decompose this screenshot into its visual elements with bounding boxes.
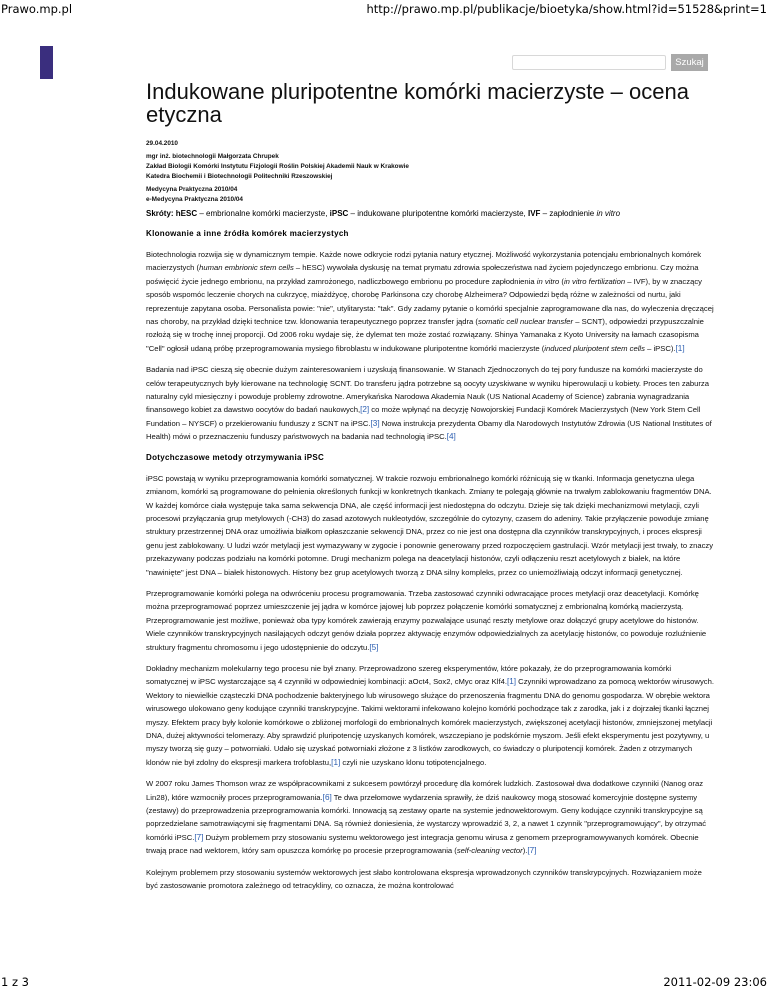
paragraph: W 2007 roku James Thomson wraz ze współpracownikami z sukcesem powtórzył procedurę dla komórek ludzkich. Zastosował dwa dodatkowe czynniki (Nanog oraz Lin28), które wzmocniły proces przeprogramowania.[6] Te dwa przełomowe wydarzenia sprawiły, że dziś naukowcy mogą stosować komercyjnie dostępne systemy (zestawy) do przeprowadzenia przeprogramowania komórki. Innowacją są zestawy oparte na systemie jednowektorowym. Geny kodujące czynniki transkrypcyjne są poprzedzielane samotrawiącymi się fragmentami DNA. Są również doniesienia, że wystarczy wprowadzić 3, 2, a nawet 1 czynnik "przeprogramowujący", by otrzymać komórki iPSC.[7] Dużym problemem przy stosowaniu systemu wektorowego jest integracja genomu wirusa z genomem przeprogramowywanych komórek. Obecnie trwają prace nad wektorem, który sam opuszcza komórkę po procesie przeprogramowania (self-cleaning vector).[7] xyxy=(146,779,707,856)
article-title: Indukowane pluripotentne komórki macierzyste – ocena etyczna xyxy=(146,79,689,127)
section-heading: Klonowanie a inne źródła komórek macierzystych xyxy=(146,229,349,238)
abbrev-term: hESC xyxy=(175,209,198,218)
abbreviations xyxy=(146,208,714,220)
reference-link[interactable]: [4] xyxy=(446,432,456,442)
reference-link[interactable]: [6] xyxy=(322,792,332,802)
source-online: e-Medycyna Praktyczna 2010/04 xyxy=(146,196,243,203)
author-affiliation-2: Katedra Biochemii i Biotechnologii Politechniki Rzeszowskiej xyxy=(146,173,333,180)
reference-link[interactable]: [3] xyxy=(370,418,380,428)
reference-link[interactable]: [1] xyxy=(331,757,341,767)
paragraph: Badania nad iPSC cieszą się obecnie dużym zainteresowaniem i uzyskują finansowanie. W Stanach Zjednoczonych do tej pory fundusze na komórki macierzyste do celów terapeutycznych były kierowane na technologię SCNT. Do transferu jądra potrzebne są oocyty uzyskiwane w wyniku hiperowulacji u kobiety. Proces ten zaburza naturalny cykl miesięczny i powoduje problemy zdrowotne. Amerykańska Narodowa Akademia Nauk (US National Academy of Science) zabrania wynagradzania finansowego kobiet za dawstwo oocytów do badań naukowych,[2] co może wpłynąć na decyzję Nowojorskiej Fundacji Komórek Macierzystych (New York Stem Cell Fundation – NYSCF) o przekierowaniu funduszy z SCNT na iPSC.[3] Nowa instrukcja prezydenta Obamy dla Narodowych Instytutów Zdrowia (US National Institutes of Health) mówi o przeznaczeniu funduszy państwowych na badania nad technologią iPSC.[4] xyxy=(146,365,712,442)
search-button[interactable]: Szukaj xyxy=(671,54,708,71)
reference-link[interactable]: [5] xyxy=(369,642,379,652)
reference-link[interactable]: [1] xyxy=(506,677,517,687)
reference-link[interactable]: [2] xyxy=(360,405,370,415)
source-print: Medycyna Praktyczna 2010/04 xyxy=(146,186,238,193)
paragraph: Kolejnym problemem przy stosowaniu systemów wektorowych jest słabo kontrolowana ekspresja wprowadzonych czynników transkrypcyjnych. Rozwiązaniem może być zastosowanie promotora zależnego od tetracykliny, co oznacza, że można kontrolować xyxy=(146,867,702,891)
print-datetime: 2011-02-09 23:06 xyxy=(663,975,767,989)
abbrev-definition: – zapłodnienie xyxy=(540,209,597,218)
section-heading: Dotychczasowe metody otrzymywania iPSC xyxy=(146,452,325,462)
page-counter: 1 z 3 xyxy=(1,975,29,989)
paragraph: iPSC powstają w wyniku przeprogramowania komórki somatycznej. W trakcie rozwoju embrionalnego komórki różnicują się w tkanki. Informacja genetyczna ulega zmianom, komórki są programowane do pełnienia określonych funkcji w konkretnych tkankach. Zmiany te polegają głównie na trwałym zablokowaniu fragmentów DNA. W każdej komórce ciała występuje taka sama sekwencja DNA, ale część informacji jest niedostępna do odczytu. Dzieje się tak dzięki mechanizmowi metylacji, czyli procesowi przyłączania grup metylowych (-CH3) do zasad azotowych nukleotydów, szczególnie do cytozyny, czasem do adeniny. Takie przyłączenie powoduje zmianę struktury przestrzennej DNA oraz umożliwia białkom opłaszczanie sekwencji DNA, przez co nie jest ona dostępna dla czynników transkrypcyjnych, i proces ekspresji genu jest zablokowany. U ludzi wzór metylacji jest wymazywany w zygocie i ponownie generowany przed rozpoczęciem gastrulacji. Wzór metylacji jest trwały, to znaczy przekazywany podczas podziału na komórki potomne. Drugi mechanizm polega na deacetylacji histonów, czyli odłączeniu reszt acetylowych z białek, na które "nawinięte" jest DNA – białek histonowych. Histony bez grup acetylowych tworzą z DNA silny kompleks, przez co uniemożliwiają odczyt informacji genetycznej. xyxy=(146,473,714,577)
browser-url[interactable]: http://prawo.mp.pl/publikacje/bioetyka/show.html?id=51528&print=1 xyxy=(366,2,767,16)
abbrev-definition: in vitro xyxy=(596,209,621,218)
reference-link[interactable]: [1] xyxy=(675,343,685,353)
paragraph: Dokładny mechanizm molekularny tego procesu nie był znany. Przeprowadzono szereg eksperymentów, które pokazały, że do przeprogramowania komórki somatycznej w iPSC wystarczające są 4 czynniki w odpowiedniej kombinacji: aOct4, Sox2, cMyc oraz Klf4.[1] Czynniki wprowadzano za pomocą wektorów wirusowych. Wektory to niewielkie cząsteczki DNA pochodzenie bakteryjnego lub wirusowego służące do przenoszenia fragmentu DNA do genomu gospodarza. W obrębie wektora wirusowego ulokowano geny kodujące czynniki transkrypcyjne. Takimi wektorami infekowano kolejno komórki pochodzące tak z zarodka, jak i z dojrzałej tkanki łącznej myszy. Efektem pracy były kolonie komórkowe o zbliżonej morfologii do embrionalnych komórek macierzystych, zwiększonej acetylacji histonów, zmniejszonej metylacji DNA, dużej aktywności telomerazy. Aby sprawdzić pluripotencję uzyskanych komórek, wszczepiano je podskórnie myszom. Jeśli efekt eksperymentu jest pozytywny, u myszy tworzą się guzy – potworniaki. Udało się uzyskać potworniaki złożone z 3 listków zarodkowych, co świadczy o pluripotencji komórek. Żaden z otrzymanych klonów nie był zdolny do ekspresji markera trofoblastu,[1] czyli nie uzyskano klonu totipotencjalnego. xyxy=(146,663,714,767)
abbrev-definition: – indukowane pluripotentne komórki macierzyste, xyxy=(348,209,528,218)
abbreviations-label: Skróty: xyxy=(146,209,174,218)
reference-link[interactable]: [7] xyxy=(194,832,204,842)
abbrev-term: iPSC xyxy=(329,209,349,218)
paragraph: Przeprogramowanie komórki polega na odwróceniu procesu programowania. Trzeba zastosować czynniki odwracające proces metylacji oraz deacetylacji. Komórkę można przeprogramować poprzez umieszczenie jej jądra w komórce jajowej lub poprzez połączenie komórki somatycznej z embrionalną komórką macierzystą. Przeprogramowanie jest możliwe, ponieważ oba typy komórek zawierają enzymy pozwalające usunąć reszty metylowe oraz dołączyć grupy acetylowe do histonów. Wiele czynników transkrypcyjnych nasilających odczyt genów działa poprzez aktywację enzymów odpowiedzialnych za acetylację histonów, co powoduje rozluźnienie struktury fragmentu chromosomu i jego udostępnienie do odczytu.[5] xyxy=(146,588,707,652)
reference-link[interactable]: [7] xyxy=(527,846,537,856)
site-logo[interactable] xyxy=(40,46,53,79)
author-name: mgr inż. biotechnologii Małgorzata Chrupek xyxy=(146,153,279,160)
search-input[interactable] xyxy=(512,55,666,70)
article xyxy=(146,80,714,900)
paragraph: Biotechnologia rozwija się w dynamicznym tempie. Każde nowe odkrycie rodzi pytania natury etycznej. Możliwość wykorzystania potencjału embrionalnych komórek macierzystych (human embrionic stem cells – hESC) wywołała dyskusję na temat prymatu zdrowia społeczeństwa nad życiem pojedynczego embrionu. Czy można poświęcić życie jednego embrionu, na przykład zamrożonego, nadliczbowego embrionu po procedure zapłodnienia in vitro (in vitro fertilization – IVF), by w znaczący sposób wspomóc leczenie chorych na cukrzycę, miażdżycę, chorobę Parkinsona czy chorobę Alzheimera? Odpowiedzi będą różne w zależności od nurtu, jaki reprezentuje zapytana osoba. Personalista powie: "nie", utylitarysta: "tak". Gdy zadamy pytanie o komórki specjalnie zaprogramowane dla nas, do wyleczenia dręczącej nas choroby, na przykład dzięki technice tzw. klonowania terapeutycznego poprzez transfer jądra (somatic cell nuclear transfer – SCNT), odpowiedzi przypuszczalnie rozłożą się w trochę innej proporcji. Od 2006 roku wydaje się, że dylemat ten może zostać rozwiązany. Shinya Yamanaka z Kyoto University na łamach czasopisma "Cell" ogłosił udaną próbę przeprogramowania mysiego fibroblastu w indukowane pluripotentne komórki macierzyste (induced pluripotent stem cells – iPSC).[1] xyxy=(146,250,714,353)
author-affiliation-1: Zakład Biologii Komórki Instytutu Fizjologii Roślin Polskiej Akademii Nauk w Krakowie xyxy=(146,163,409,170)
browser-site-name: Prawo.mp.pl xyxy=(1,2,73,16)
abbrev-definition: – embrionalne komórki macierzyste, xyxy=(197,209,330,218)
abbrev-term: IVF xyxy=(527,209,541,218)
publication-date: 29.04.2010 xyxy=(146,140,178,147)
